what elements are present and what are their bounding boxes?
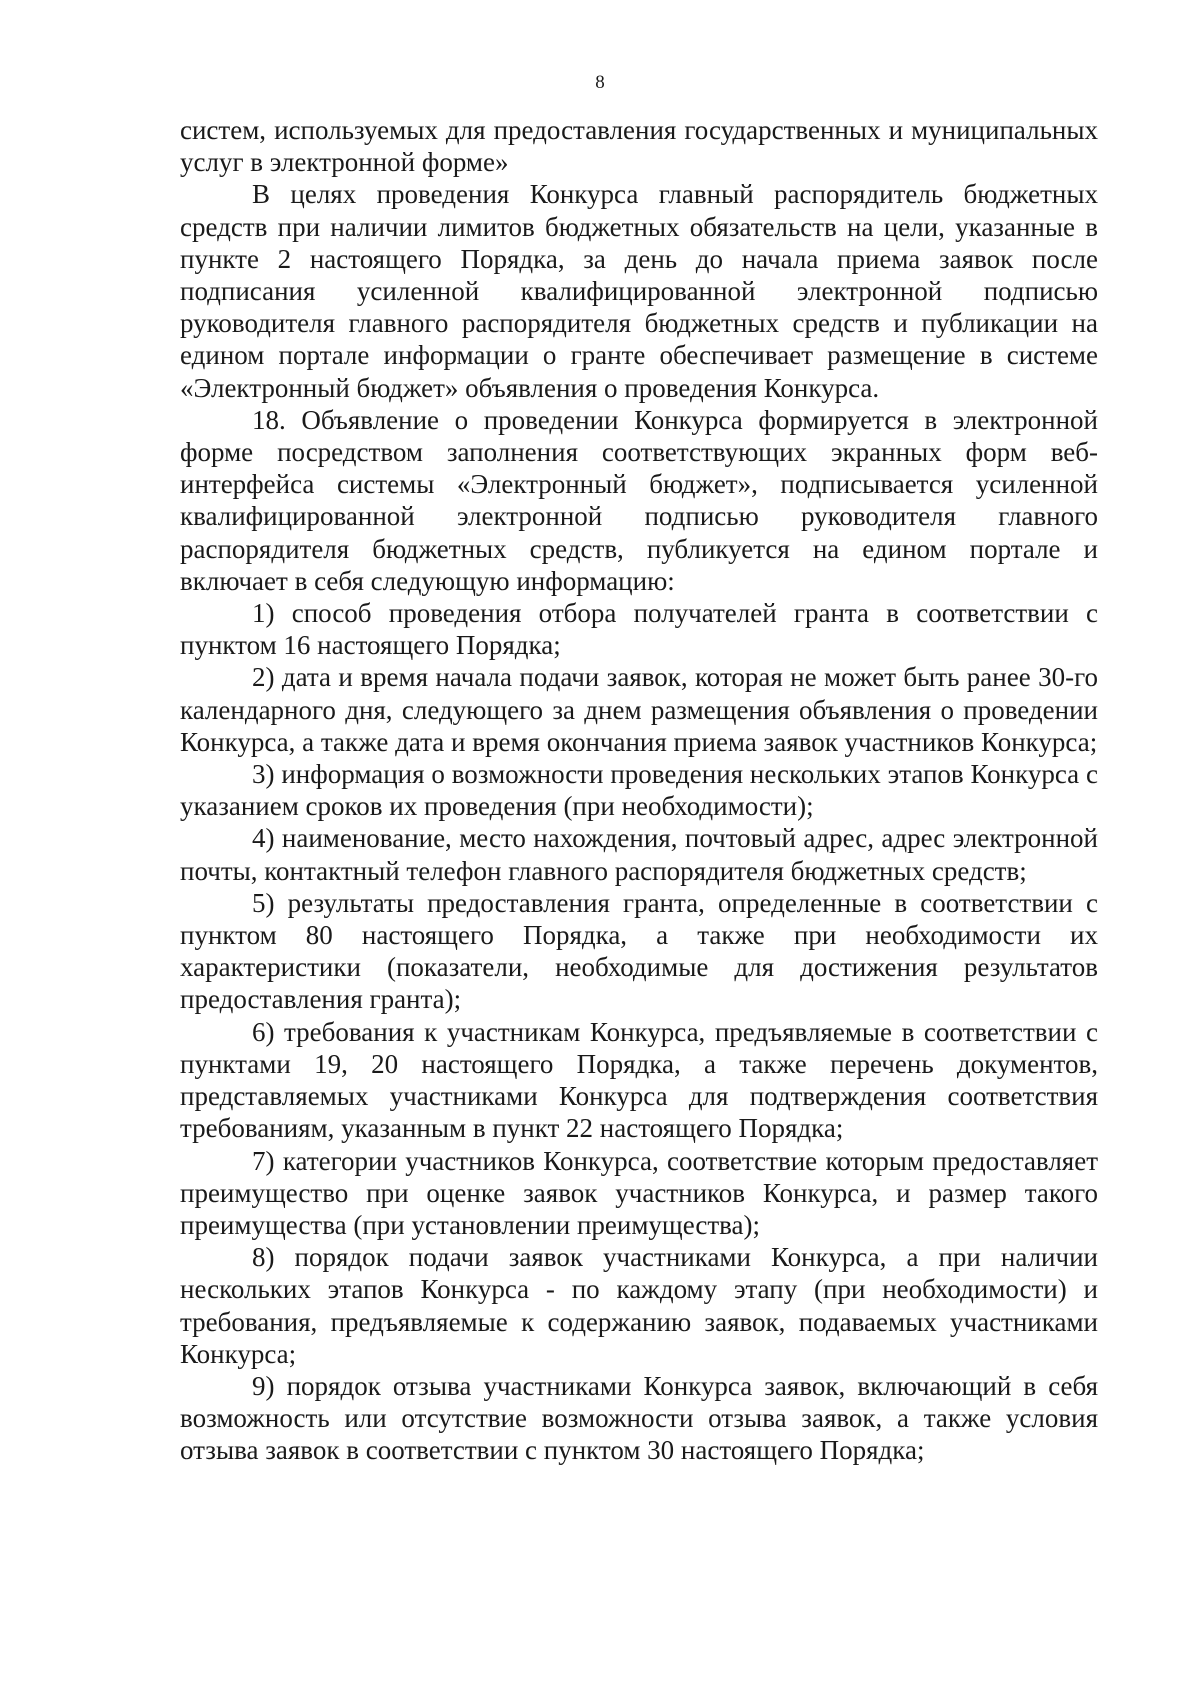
list-item-2: 2) дата и время начала подачи заявок, которая не может быть ранее 30-го календарного дня, следующего за днем размещения объявления о проведении Конкурса, а также дата и время окончания приема заявок участников Конкурса; [180, 662, 1098, 757]
list-item-9: 9) порядок отзыва участниками Конкурса заявок, включающий в себя возможность или отсутствие возможности отзыва заявок, а также условия отзыва заявок в соответствии с пунктом 30 настоящего Порядка; [180, 1370, 1098, 1466]
list-item-8: 8) порядок подачи заявок участниками Конкурса, а при наличии нескольких этапов Конкурса - по каждому этапу (при необходимости) и требования, предъявляемые к содержанию заявок, подаваемых участниками Конкурса; [180, 1242, 1098, 1369]
list-item-4: 4) наименование, место нахождения, почтовый адрес, адрес электронной почты, контактный телефон главного распорядителя бюджетных средств; [180, 823, 1098, 886]
list-item-5: 5) результаты предоставления гранта, определенные в соответствии с пунктом 80 настоящего Порядка, а также при необходимости их характеристики (показатели, необходимые для достижения результатов предоставления гранта); [180, 887, 1098, 1015]
paragraph-contest-purpose: В целях проведения Конкурса главный распорядитель бюджетных средств при наличии лимитов бюджетных обязательств на цели, указанные в пункте 2 настоящего Порядка, за день до начала приема заявок после подписания усиленной квалифицированной электронной подписью руководителя главного распорядителя бюджетных средств и публикации на едином портале информации о гранте обеспечивает размещение в системе «Электронный бюджет» объявления о проведения Конкурса. [180, 179, 1098, 403]
list-item-3: 3) информация о возможности проведения нескольких этапов Конкурса с указанием сроков их проведения (при необходимости); [180, 759, 1098, 822]
document-body [180, 114, 1098, 1467]
paragraph-18-announcement: 18. Объявление о проведении Конкурса формируется в электронной форме посредством заполнения соответствующих экранных форм веб-интерфейса системы «Электронный бюджет», подписывается усиленной квалифицированной электронной подписью руководителя главного распорядителя бюджетных средств, публикуется на едином портале и включает в себя следующую информацию: [180, 404, 1098, 596]
list-item-6: 6) требования к участникам Конкурса, предъявляемые в соответствии с пунктами 19, 20 настоящего Порядка, а также перечень документов, представляемых участниками Конкурса для подтверждения соответствия требованиям, указанным в пункт 22 настоящего Порядка; [180, 1016, 1098, 1144]
paragraph-continuation: систем, используемых для предоставления государственных и муниципальных услуг в электронной форме» [180, 115, 1098, 178]
list-item-1: 1) способ проведения отбора получателей гранта в соответствии с пунктом 16 настоящего Порядка; [180, 598, 1098, 661]
list-item-7: 7) категории участников Конкурса, соответствие которым предоставляет преимущество при оценке заявок участников Конкурса, и размер такого преимущества (при установлении преимущества); [180, 1145, 1098, 1240]
page-number: 8 [595, 72, 605, 93]
